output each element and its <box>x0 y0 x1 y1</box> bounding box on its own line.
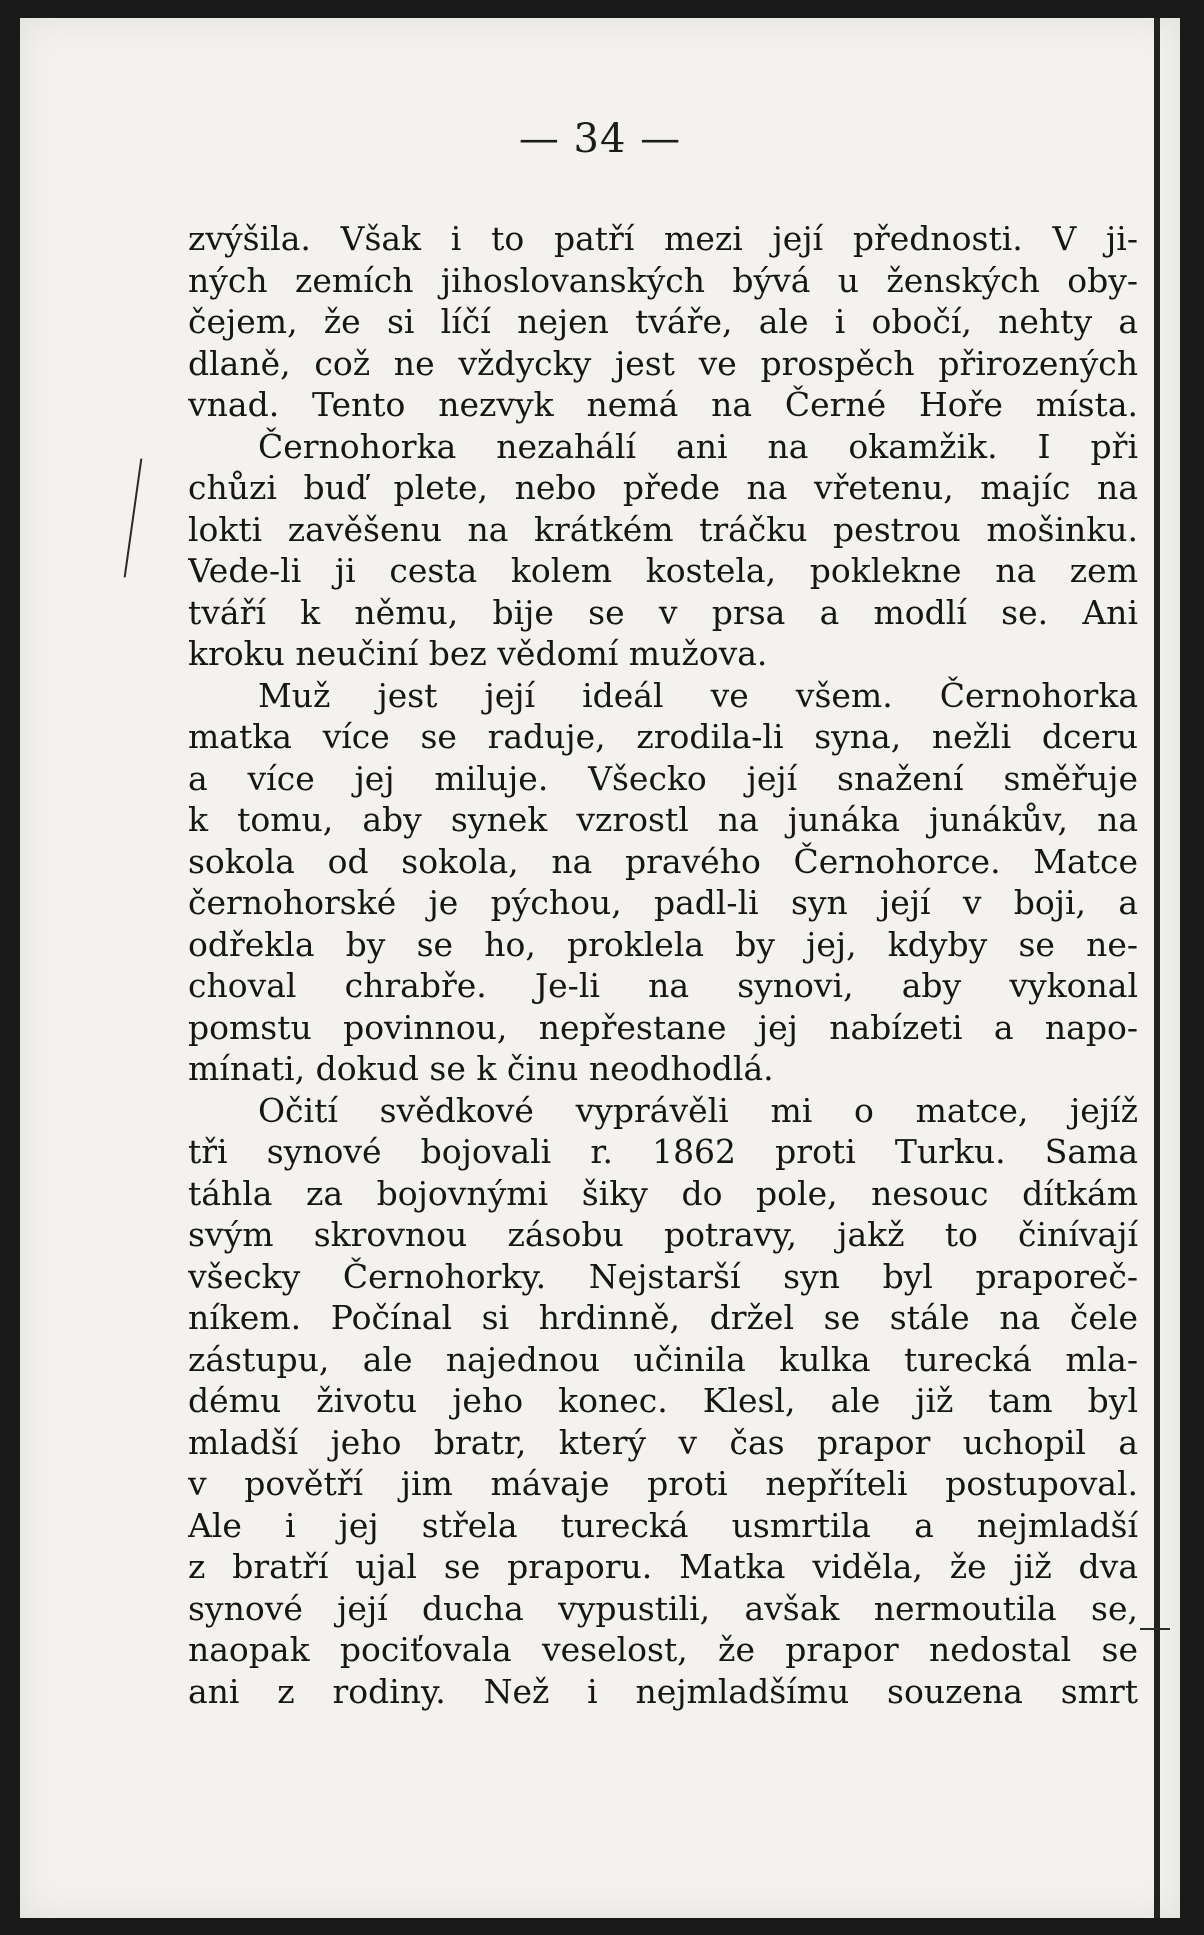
text-line: ani z rodiny. Než i nejmladšímu souzena smrt <box>188 1671 1138 1711</box>
text-line: dlaně, což ne vždycky jest ve prospěch přirozených <box>188 343 1138 383</box>
text-line: z bratří ujal se praporu. Matka viděla, že již dva <box>188 1547 1138 1586</box>
text-line: matka více se raduje, zrodila-li syna, nežli dceru <box>188 717 1138 756</box>
text-line: táhla za bojovnými šiky do pole, nesouc dítkám <box>188 1173 1138 1213</box>
text-line: Černohorka nezahálí ani na okamžik. I při <box>258 426 1138 466</box>
text-line: svým skrovnou zásobu potravy, jakž to činívají <box>188 1215 1138 1254</box>
text-line: v povětří jim mávaje proti nepříteli postupoval. <box>188 1464 1138 1503</box>
body-text <box>188 218 1138 1712</box>
text-line: všecky Černohorky. Nejstarší syn byl praporeč- <box>188 1256 1138 1296</box>
text-line: naopak pociťovala veselost, že prapor nedostal se <box>188 1630 1138 1669</box>
text-line: k tomu, aby synek vzrostl na junáka junákův, na <box>188 800 1138 839</box>
book-page <box>20 18 1180 1918</box>
text-line: černohorské je pýchou, padl-li syn její v boji, a <box>188 883 1138 922</box>
text-line: synové její ducha vypustili, avšak nermoutila se, <box>188 1588 1138 1628</box>
text-line: čejem, že si líčí nejen tváře, ale i obočí, nehty a <box>188 302 1138 341</box>
scan-mark <box>1140 1628 1170 1630</box>
text-line: tři synové bojovali r. 1862 proti Turku. Sama <box>188 1132 1138 1171</box>
text-line: odřekla by se ho, proklela by jej, kdyby se ne- <box>188 924 1138 964</box>
text-line: lokti zavěšenu na krátkém tráčku pestrou mošinku. <box>188 509 1138 549</box>
text-line: a více jej miluje. Všecko její snažení směřuje <box>188 758 1138 798</box>
text-line: Ale i jej střela turecká usmrtila a nejmladší <box>188 1505 1138 1545</box>
text-line: Vede-li ji cesta kolem kostela, poklekne na zem <box>188 551 1138 590</box>
text-line: mínati, dokud se k činu neodhodlá. <box>188 1049 774 1088</box>
text-line: zástupu, ale najednou učinila kulka turecká mla- <box>188 1339 1138 1379</box>
text-line: Očití svědkové vyprávěli mi o matce, jejíž <box>258 1090 1138 1130</box>
page-number: — 34 — <box>518 116 682 162</box>
text-line: tváří k němu, bije se v prsa a modlí se. Ani <box>188 592 1138 632</box>
scan-mark <box>1154 18 1160 1918</box>
text-line: vnad. Tento nezvyk nemá na Černé Hoře místa. <box>188 385 1138 424</box>
text-line: ných zemích jihoslovanských bývá u ženských oby- <box>188 260 1138 300</box>
text-line: sokola od sokola, na pravého Černohorce. Matce <box>188 841 1138 881</box>
text-line: níkem. Počínal si hrdinně, držel se stále na čele <box>188 1298 1138 1337</box>
text-line: zvýšila. Však i to patří mezi její přednosti. V ji- <box>188 219 1138 258</box>
text-line: choval chrabře. Je-li na synovi, aby vykonal <box>188 966 1138 1005</box>
text-line: dému životu jeho konec. Klesl, ale již tam byl <box>188 1381 1138 1420</box>
text-line: pomstu povinnou, nepřestane jej nabízeti a napo- <box>188 1007 1138 1047</box>
text-line: mladší jeho bratr, který v čas prapor uchopil a <box>188 1422 1138 1462</box>
text-line: Muž jest její ideál ve všem. Černohorka <box>258 675 1138 715</box>
text-line: kroku neučiní bez vědomí mužova. <box>188 634 768 673</box>
scan-mark <box>124 458 143 577</box>
text-line: chůzi buď plete, nebo přede na vřetenu, majíc na <box>188 468 1138 507</box>
